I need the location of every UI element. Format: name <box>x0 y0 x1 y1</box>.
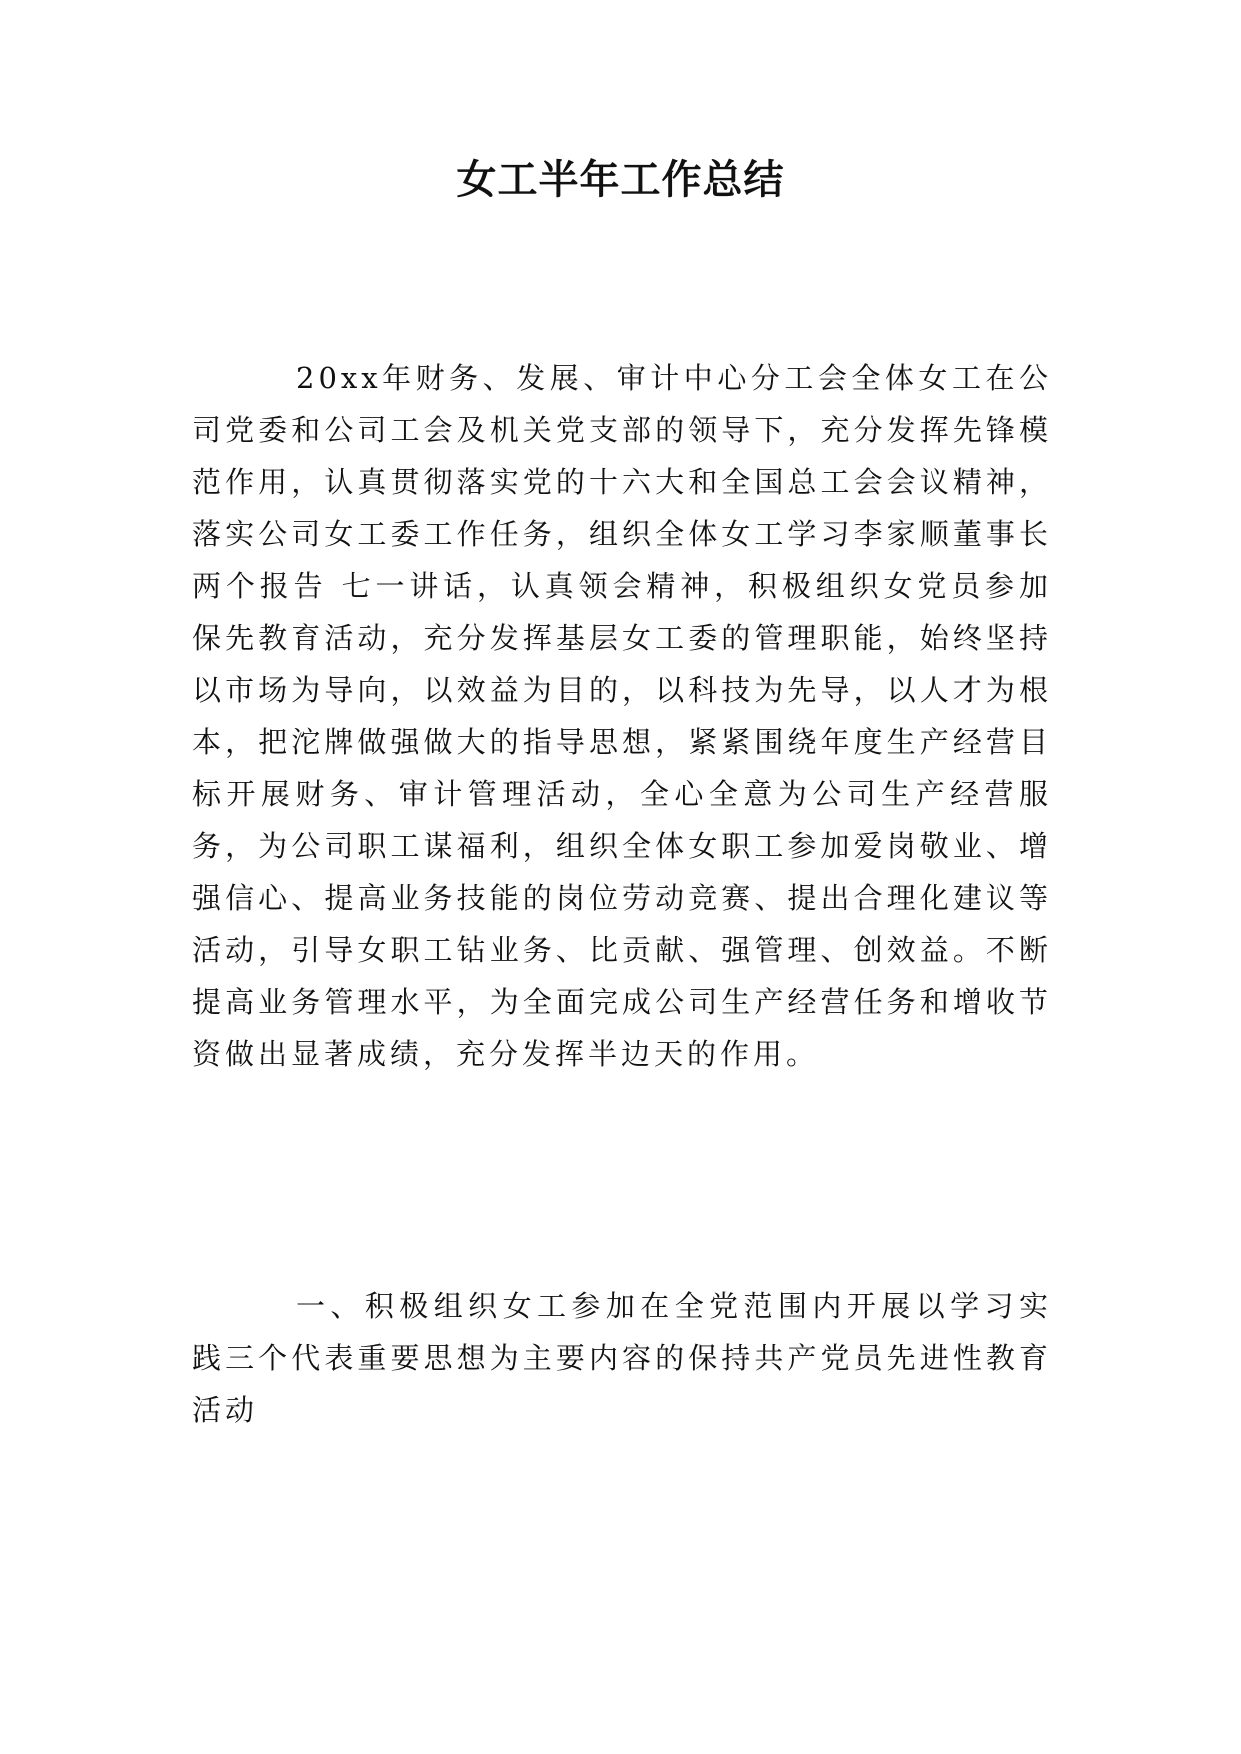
document-title: 女工半年工作总结 <box>456 157 785 203</box>
section-one-heading-paragraph: 一、积极组织女工参加在全党范围内开展以学习实践三个代表重要思想为主要内容的保持共产党员先进性教育活动 <box>192 1289 1052 1427</box>
intro-paragraph: 20xx年财务、发展、审计中心分工会全体女工在公司党委和公司工会及机关党支部的领导下，充分发挥先锋模范作用，认真贯彻落实党的十六大和全国总工会会议精神，落实公司女工委工作任务，组织全体女工学习李家顺董事长两个报告 七一讲话，认真领会精神，积极组织女党员参加保先教育活动，充分发挥基层女工委的管理职能，始终坚持以市场为导向，以效益为目的，以科技为先导，以人才为根本，把沱牌做强做大的指导思想，紧紧围绕年度生产经营目标开展财务、审计管理活动，全心全意为公司生产经营服务，为公司职工谋福利，组织全体女职工参加爱岗敬业、增强信心、提高业务技能的岗位劳动竞赛、提出合理化建议等活动，引导女职工钻业务、比贡献、强管理、创效益。不断提高业务管理水平，为全面完成公司生产经营任务和增收节资做出显著成绩，充分发挥半边天的作用。 <box>192 361 1052 1071</box>
